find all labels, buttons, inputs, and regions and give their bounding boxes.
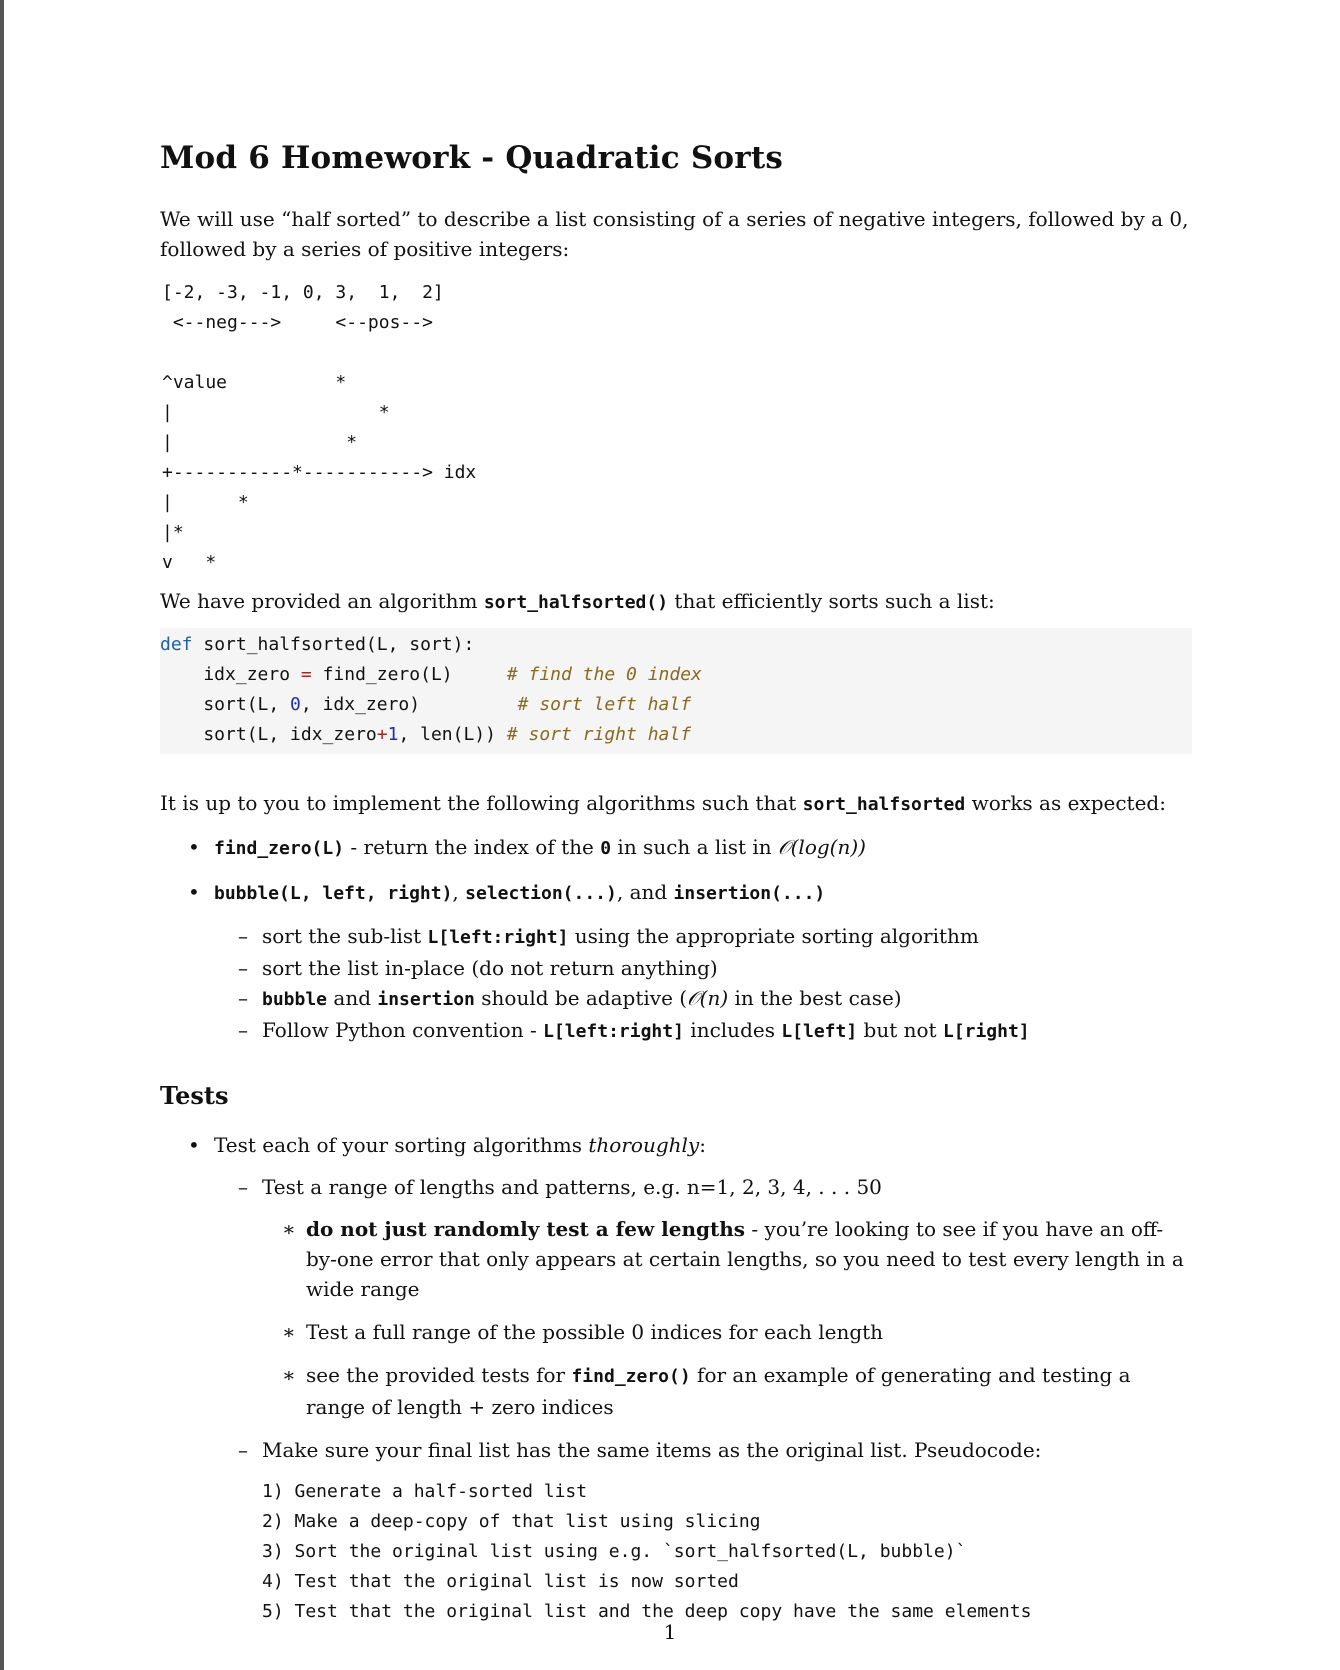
tests-list: [160, 1130, 1190, 1627]
list-item: ∗ see the provided tests for find_zero() for an example of generating and testing a range of length + zero indices: [282, 1360, 1190, 1422]
code-block-sort-halfsorted: def sort_halfsorted(L, sort): idx_zero = find_zero(L) # find the 0 index sort(L, 0, idx_zero) # sort left half sort(L, idx_zero+1, len(L)) # sort right half: [160, 628, 1192, 754]
inline-code: sort_halfsorted(): [483, 592, 669, 613]
implement-list: [160, 832, 1190, 1047]
document-page: [160, 140, 1190, 1640]
half-sorted-list-example: [-2, -3, -1, 0, 3, 1, 2] <--neg---> <--pos-->: [162, 282, 444, 333]
list-item: – bubble and insertion should be adaptive (𝒪(n) in the best case): [238, 983, 1190, 1015]
page-title: Mod 6 Homework - Quadratic Sorts: [160, 140, 783, 176]
list-item: – sort the sub-list L[left:right] using the appropriate sorting algorithm: [238, 921, 1190, 953]
intro-paragraph: We will use “half sorted” to describe a list consisting of a series of negative integers, followed by a 0, followed by a series of positive integers:: [160, 207, 1189, 261]
list-item-sort-functions: • bubble(L, left, right), selection(...), and insertion(...) – sort the sub-list L[left:right] using the appropriate sorting algorithm – sort the list in-place (do not return anything) – bubble and insertion should be adaptive (𝒪(n) in the best case) – Follow Python convention - L[left:right] includes L[left] but not L[right]: [184, 877, 1190, 1047]
list-item: – Make sure your final list has the same items as the original list. Pseudocode: 1) Generate a half-sorted list 2) Make a deep-copy of that list using slicing 3) Sort the original list using e.g. `sort_halfsorted(L, bubble)` 4) Test that the original list is now sorted 5) Test that the original list and the deep copy have the same elements: [238, 1435, 1190, 1627]
pseudocode-block: 1) Generate a half-sorted list 2) Make a deep-copy of that list using slicing 3) Sort the original list using e.g. `sort_halfsorted(L, bubble)` 4) Test that the original list is now sorted 5) Test that the original list and the deep copy have the same elements: [262, 1481, 1032, 1622]
ascii-value-plot: ^value * | * | * +-----------*-----------> idx | * |* v *: [162, 372, 477, 573]
page-edge-bar: [0, 0, 4, 1670]
tests-star-list: [262, 1214, 1190, 1422]
provided-paragraph: We have provided an algorithm sort_halfsorted() that efficiently sorts such a list:: [160, 589, 995, 613]
implement-paragraph: It is up to you to implement the following algorithms such that sort_halfsorted works as expected:: [160, 791, 1166, 815]
list-item-find-zero: • find_zero(L) - return the index of the 0 in such a list in 𝒪(log(n)): [184, 832, 1190, 864]
tests-heading: Tests: [160, 1081, 229, 1110]
list-item: ∗ Test a full range of the possible 0 indices for each length: [282, 1317, 1190, 1347]
list-item: – Test a range of lengths and patterns, e.g. n=1, 2, 3, 4, . . . 50 ∗ do not just randomly test a few lengths - you’re looking to see if you have an off-by-one error that only appears at certain lengths, so you need to test every length in a wide range ∗ Test a full range of the possible 0 indices for each length ∗ see the provided tests for find_zero() for an example of generating and testing a range of length + zero indices: [238, 1172, 1190, 1422]
tests-sub-list: [214, 1172, 1190, 1627]
page-number: 1: [663, 1620, 677, 1644]
sort-requirements-list: [214, 921, 1190, 1047]
list-item: – Follow Python convention - L[left:right] includes L[left] but not L[right]: [238, 1015, 1190, 1047]
list-item: ∗ do not just randomly test a few lengths - you’re looking to see if you have an off-by-one error that only appears at certain lengths, so you need to test every length in a wide range: [282, 1214, 1190, 1304]
list-item: – sort the list in-place (do not return anything): [238, 953, 1190, 983]
list-item-test-thoroughly: • Test each of your sorting algorithms thoroughly: – Test a range of lengths and patterns, e.g. n=1, 2, 3, 4, . . . 50 ∗ do not just randomly test a few lengths - you’re looking to see if you have an off-by-one error that only appears at certain lengths, so you need to test every length in a wide range ∗ Test a full range of the possible 0 indices for each length ∗ see the provided tests for find_zero() for an example of generating and testing a range of length + zero indices – Make sure your final list has the same items as the original list. Pseudocode: 1) Generate a half-sorted list 2) Make a deep-copy of that list using slicing 3) Sort the original list using e.g. `sort_halfsorted(L, bubble)` 4) Test that the original list is now sorted 5) Test that the original list and the deep copy have the same elements: [184, 1130, 1190, 1627]
